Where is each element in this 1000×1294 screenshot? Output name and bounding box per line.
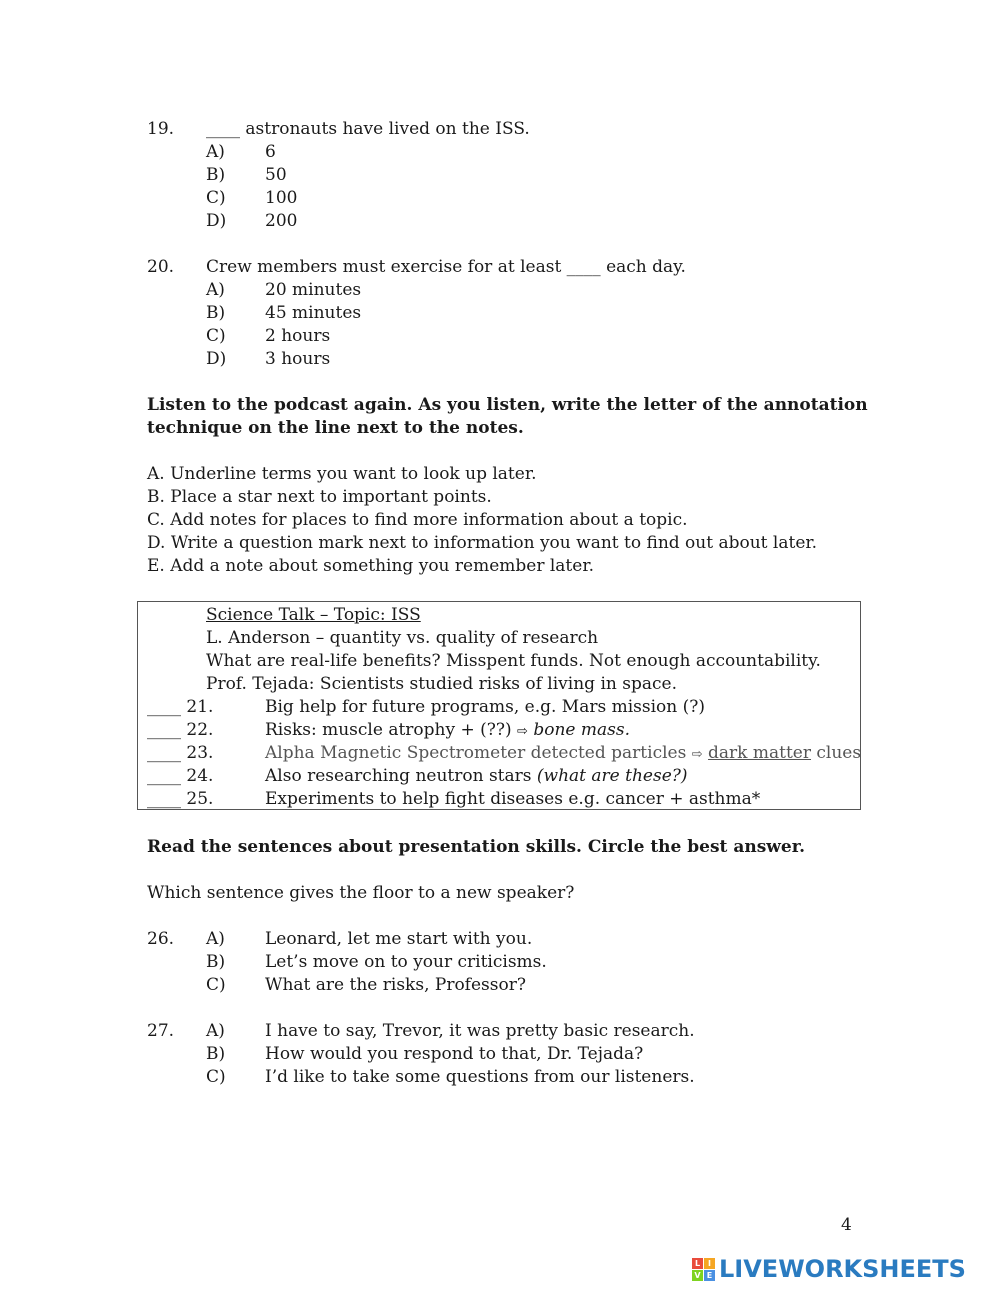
q19-prompt: ____ astronauts have lived on the ISS. <box>206 119 530 139</box>
logo-mark-letter: L <box>692 1258 703 1269</box>
note-22-text: Risks: muscle atrophy + (??) ⇨ bone mass. <box>265 720 630 740</box>
q26-option-c[interactable]: What are the risks, Professor? <box>265 975 526 995</box>
arrow-icon: ⇨ <box>517 724 528 739</box>
q26-number: 26. <box>147 929 175 949</box>
q19-option-b-letter: B) <box>206 165 226 185</box>
technique-e: E. Add a note about something you remember later. <box>147 556 594 576</box>
q20-option-d[interactable]: 3 hours <box>265 349 331 369</box>
note-21-text: Big help for future programs, e.g. Mars mission (?) <box>265 697 706 717</box>
notes-title: Science Talk – Topic: ISS <box>206 605 421 625</box>
q19-option-b[interactable]: 50 <box>265 165 287 185</box>
q26-option-b-letter: B) <box>206 952 226 972</box>
logo-text: LIVEWORKSHEETS <box>719 1255 966 1283</box>
technique-c: C. Add notes for places to find more information about a topic. <box>147 510 688 530</box>
note-25-text: Experiments to help fight diseases e.g. cancer + asthma* <box>265 789 761 809</box>
q19-option-a-letter: A) <box>206 142 225 162</box>
instructions-line-2: technique on the line next to the notes. <box>147 418 524 438</box>
logo-mark-icon <box>692 1258 715 1281</box>
note-21-blank[interactable]: ____ 21. <box>147 697 214 717</box>
q19-number: 19. <box>147 119 175 139</box>
q20-option-b[interactable]: 45 minutes <box>265 303 362 323</box>
q19-option-a[interactable]: 6 <box>265 142 276 162</box>
q26-option-b[interactable]: Let’s move on to your criticisms. <box>265 952 547 972</box>
q27-option-c[interactable]: I’d like to take some questions from our listeners. <box>265 1067 695 1087</box>
arrow-icon: ⇨ <box>691 747 703 762</box>
q27-number: 27. <box>147 1021 175 1041</box>
technique-b: B. Place a star next to important points. <box>147 487 492 507</box>
logo-mark-letter: I <box>704 1258 715 1269</box>
q20-prompt: Crew members must exercise for at least ____ each day. <box>206 257 686 277</box>
note-24-text: Also researching neutron stars (what are these?) <box>265 766 688 786</box>
q19-option-d-letter: D) <box>206 211 227 231</box>
liveworksheets-logo <box>692 1254 966 1284</box>
q19-option-c-letter: C) <box>206 188 226 208</box>
q27-option-a-letter: A) <box>206 1021 225 1041</box>
q26-option-a[interactable]: Leonard, let me start with you. <box>265 929 533 949</box>
q27-option-c-letter: C) <box>206 1067 226 1087</box>
q27-option-a[interactable]: I have to say, Trevor, it was pretty basic research. <box>265 1021 695 1041</box>
notes-line: Prof. Tejada: Scientists studied risks of living in space. <box>206 674 677 694</box>
logo-mark-letter: E <box>704 1270 715 1281</box>
q20-option-a-letter: A) <box>206 280 225 300</box>
q27-option-b-letter: B) <box>206 1044 226 1064</box>
notes-line: L. Anderson – quantity vs. quality of research <box>206 628 599 648</box>
note-23-text: Alpha Magnetic Spectrometer detected particles ⇨ dark matter clues <box>265 743 862 763</box>
logo-mark-letter: V <box>692 1270 703 1281</box>
page-number: 4 <box>841 1215 852 1235</box>
instructions-line-1: Listen to the podcast again. As you listen, write the letter of the annotation <box>147 395 868 415</box>
q19-option-d[interactable]: 200 <box>265 211 298 231</box>
q20-option-c-letter: C) <box>206 326 226 346</box>
instructions-2: Read the sentences about presentation skills. Circle the best answer. <box>147 837 806 857</box>
technique-d: D. Write a question mark next to information you want to find out about later. <box>147 533 818 553</box>
q20-option-d-letter: D) <box>206 349 227 369</box>
q19-option-c[interactable]: 100 <box>265 188 298 208</box>
q26-option-a-letter: A) <box>206 929 225 949</box>
q26-option-c-letter: C) <box>206 975 226 995</box>
note-25-blank[interactable]: ____ 25. <box>147 789 214 809</box>
note-24-blank[interactable]: ____ 24. <box>147 766 214 786</box>
q27-option-b[interactable]: How would you respond to that, Dr. Tejada? <box>265 1044 644 1064</box>
technique-a: A. Underline terms you want to look up later. <box>147 464 537 484</box>
note-22-blank[interactable]: ____ 22. <box>147 720 214 740</box>
notes-line: What are real-life benefits? Misspent funds. Not enough accountability. <box>206 651 821 671</box>
q20-option-b-letter: B) <box>206 303 226 323</box>
question-stem: Which sentence gives the floor to a new speaker? <box>147 883 575 903</box>
q20-option-c[interactable]: 2 hours <box>265 326 331 346</box>
note-23-blank[interactable]: ____ 23. <box>147 743 214 763</box>
q20-number: 20. <box>147 257 175 277</box>
q20-option-a[interactable]: 20 minutes <box>265 280 362 300</box>
